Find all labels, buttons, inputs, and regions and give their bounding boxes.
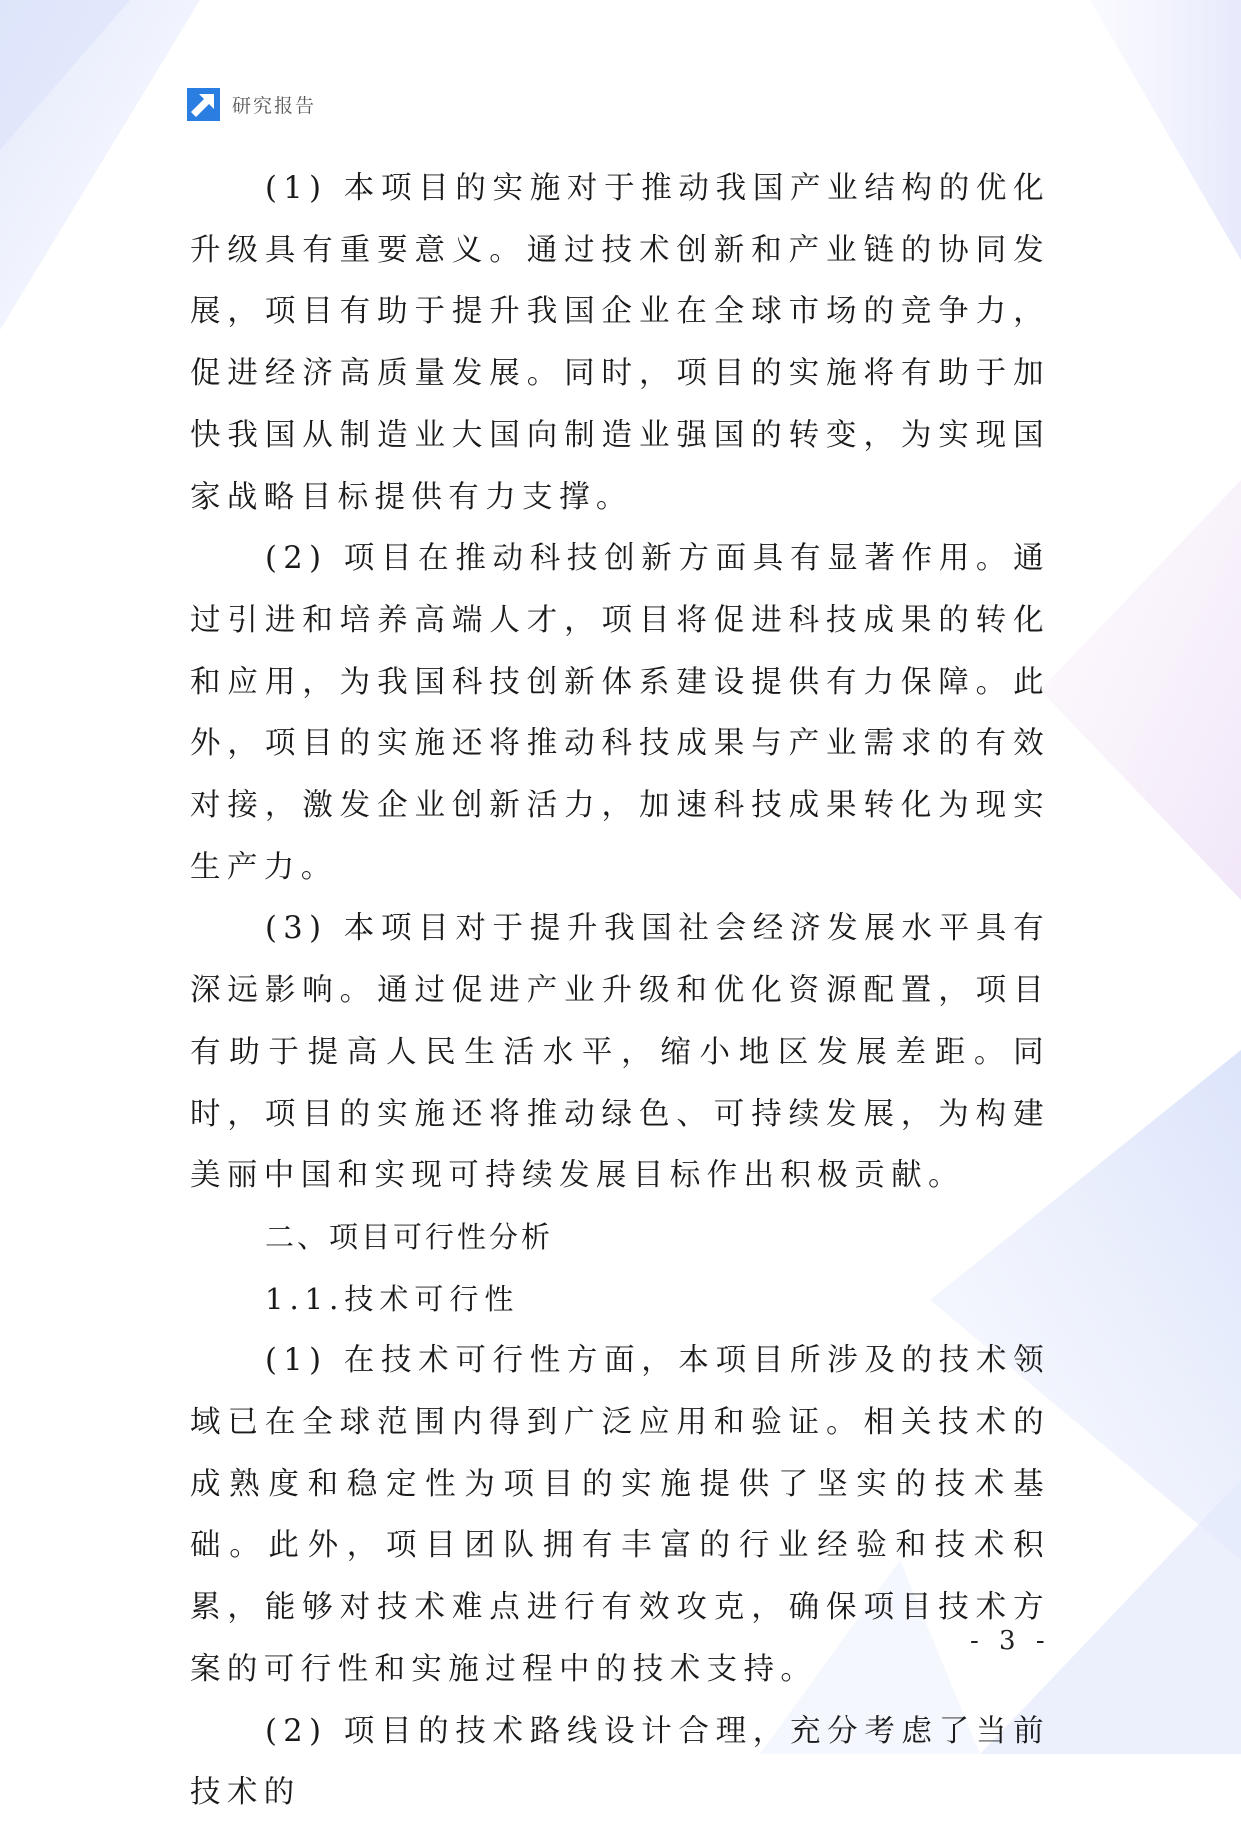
arrow-up-right-icon: [187, 88, 220, 121]
paragraph-1: (1) 本项目的实施对于推动我国产业结构的优化升级具有重要意义。通过技术创新和产业链的协同发展，项目有助于提升我国企业在全球市场的竞争力，促进经济高质量发展。同时，项目的实施将有助于加快我国从制造业大国向制造业强国的转变，为实现国家战略目标提供有力支撑。: [190, 171, 1050, 515]
report-type-label: 研究报告: [232, 94, 317, 117]
paragraph-4: (1) 在技术可行性方面，本项目所涉及的技术领域已在全球范围内得到广泛应用和验证。相关技术的成熟度和稳定性为项目的实施提供了坚实的技术基础。此外，项目团队拥有丰富的行业经验和技术积累，能够对技术难点进行有效攻克，确保项目技术方案的可行性和实施过程中的技术支持。: [190, 1343, 1050, 1687]
report-header: [187, 88, 316, 120]
section-heading: 二、项目可行性分析: [265, 1219, 554, 1254]
subsection-heading: 1.1.技术可行性: [265, 1281, 520, 1316]
document-body: [190, 158, 1050, 1824]
page-number: - 3 -: [970, 1626, 1051, 1656]
paragraph-3: (3) 本项目对于提升我国社会经济发展水平具有深远影响。通过促进产业升级和优化资源配置，项目有助于提高人民生活水平，缩小地区发展差距。同时，项目的实施还将推动绿色、可持续发展，为构建美丽中国和实现可持续发展目标作出积极贡献。: [190, 911, 1050, 1194]
paragraph-2: (2) 项目在推动科技创新方面具有显著作用。通过引进和培养高端人才，项目将促进科技成果的转化和应用，为我国科技创新体系建设提供有力保障。此外，项目的实施还将推动科技成果与产业需求的有效对接，激发企业创新活力，加速科技成果转化为现实生产力。: [190, 541, 1050, 885]
paragraph-5: (2) 项目的技术路线设计合理，充分考虑了当前技术的: [190, 1713, 1050, 1811]
